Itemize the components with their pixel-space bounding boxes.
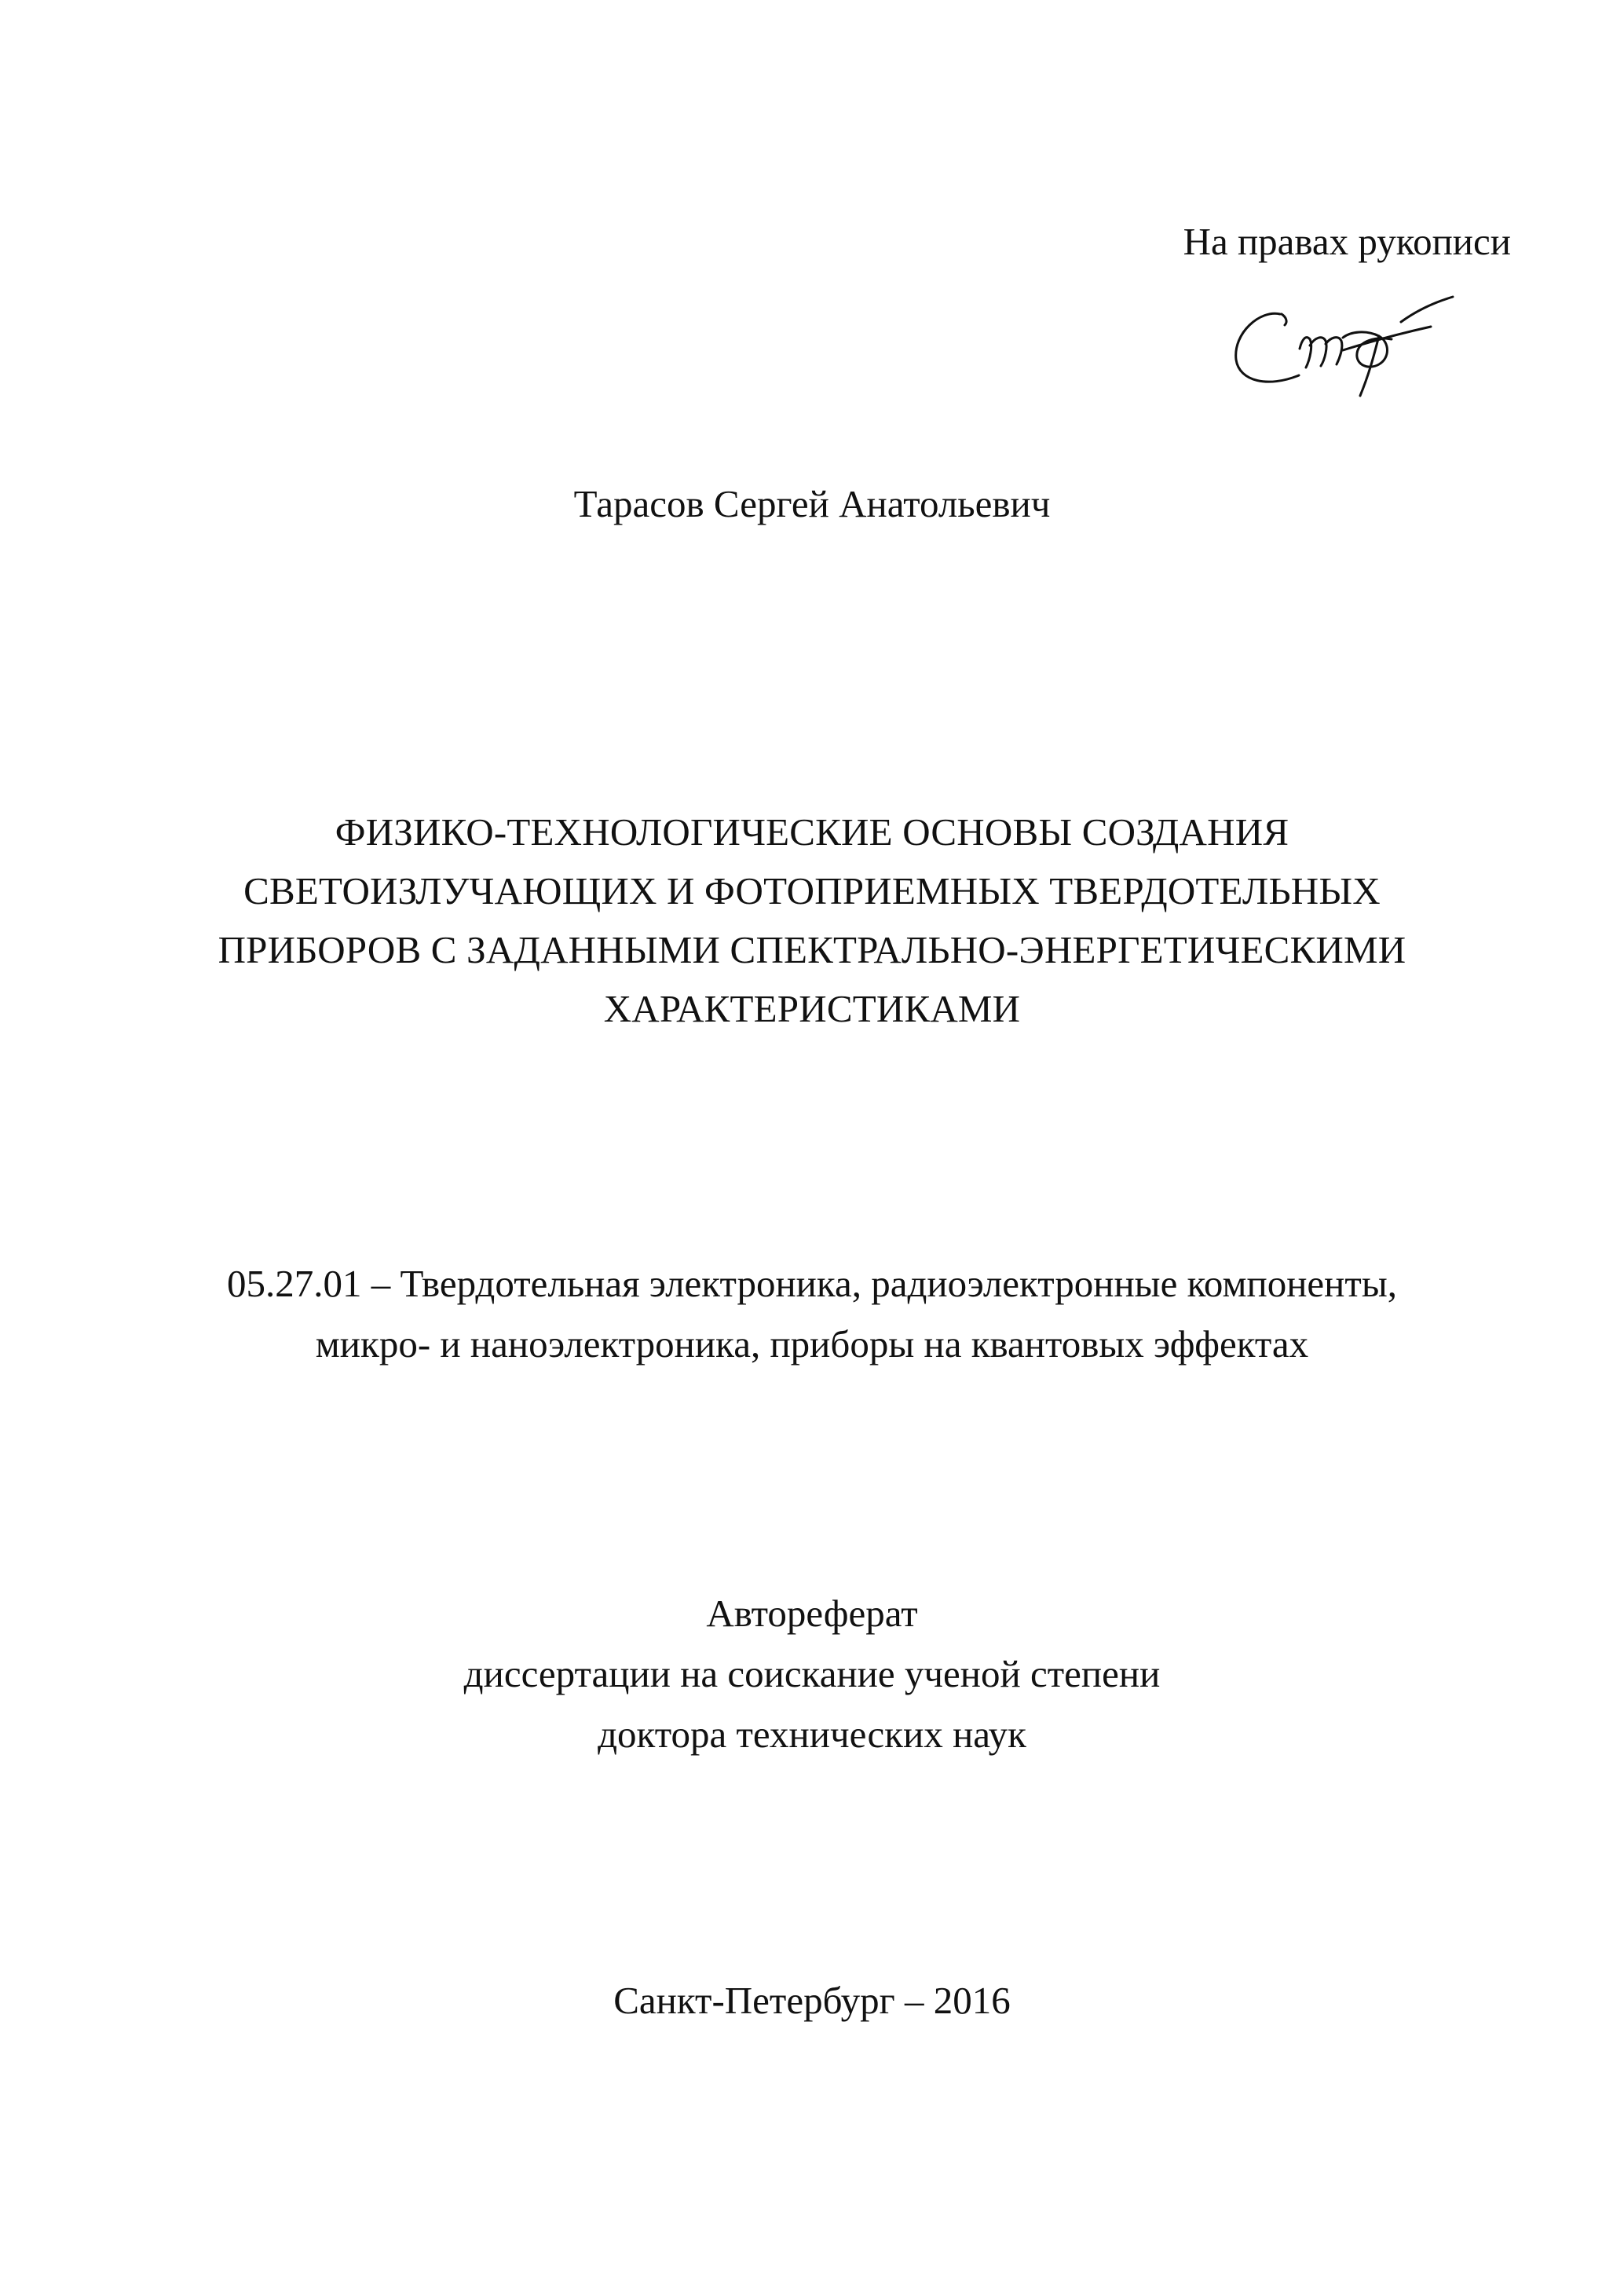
title-line: СВЕТОИЗЛУЧАЮЩИХ И ФОТОПРИЕМНЫХ ТВЕРДОТЕЛЬНЫХ <box>243 869 1381 912</box>
place-year: Санкт-Петербург – 2016 <box>613 1979 1011 2022</box>
title-line: ПРИБОРОВ С ЗАДАННЫМИ СПЕКТРАЛЬНО-ЭНЕРГЕТИЧЕСКИМИ <box>218 928 1406 971</box>
specialty-line: 05.27.01 – Твердотельная электроника, радиоэлектронные компоненты, <box>226 1262 1397 1305</box>
work-type-line: Автореферат <box>706 1592 918 1635</box>
work-type-line: диссертации на соискание ученой степени <box>463 1652 1161 1695</box>
work-type-line: доктора технических наук <box>598 1713 1026 1756</box>
manuscript-note: На правах рукописи <box>1183 220 1511 263</box>
author-name: Тарасов Сергей Анатольевич <box>573 482 1051 525</box>
handwritten-signature-icon <box>1225 292 1461 426</box>
title-line: ФИЗИКО-ТЕХНОЛОГИЧЕСКИЕ ОСНОВЫ СОЗДАНИЯ <box>335 810 1289 854</box>
title-line: ХАРАКТЕРИСТИКАМИ <box>603 987 1021 1030</box>
specialty-line: микро- и наноэлектроника, приборы на квантовых эффектах <box>315 1322 1309 1366</box>
